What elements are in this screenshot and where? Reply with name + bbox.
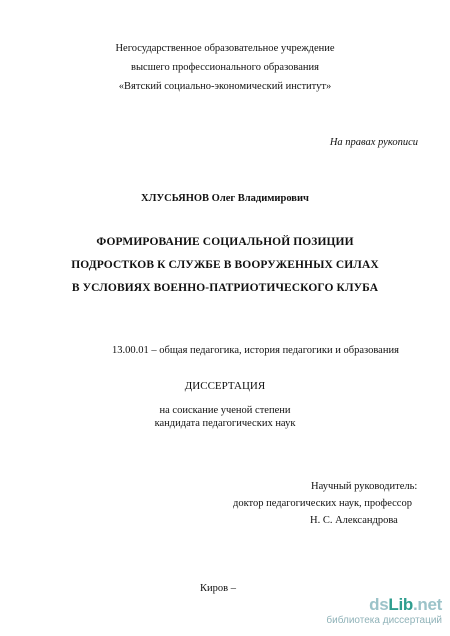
supervisor-name: Н. С. Александрова [310,515,398,526]
institution-line-3: «Вятский социально-экономический институт» [118,81,332,92]
logo-ds: ds [369,595,389,614]
title-line-1: ФОРМИРОВАНИЕ СОЦИАЛЬНОЙ ПОЗИЦИИ [96,236,354,248]
dslib-watermark [326,595,442,630]
author-name: ХЛУСЬЯНОВ Олег Владимирович [141,193,309,204]
institution-line-2: высшего профессионального образования [131,62,319,73]
document-type: ДИССЕРТАЦИЯ [184,380,266,392]
title-line-2: ПОДРОСТКОВ К СЛУЖБЕ В ВООРУЖЕННЫХ СИЛАХ [71,259,379,271]
supervisor-label: Научный руководитель: [311,481,418,492]
watermark-subtitle: библиотека диссертаций [326,615,442,626]
manuscript-note: На правах рукописи [329,137,418,148]
logo-net: .net [412,595,442,614]
dslib-logo [369,596,442,614]
logo-lib: Lib [388,595,413,614]
degree-line-1: на соискание ученой степени [159,405,291,416]
title-line-3: В УСЛОВИЯХ ВОЕННО-ПАТРИОТИЧЕСКОГО КЛУБА [71,282,379,294]
city-year: Киров – [200,583,236,594]
institution-line-1: Негосударственное образовательное учреждение [115,43,335,54]
supervisor-title: доктор педагогических наук, профессор [233,498,412,509]
specialty-code: 13.00.01 – общая педагогика, история педагогики и образования [112,345,399,356]
degree-line-2: кандидата педагогических наук [154,418,296,429]
